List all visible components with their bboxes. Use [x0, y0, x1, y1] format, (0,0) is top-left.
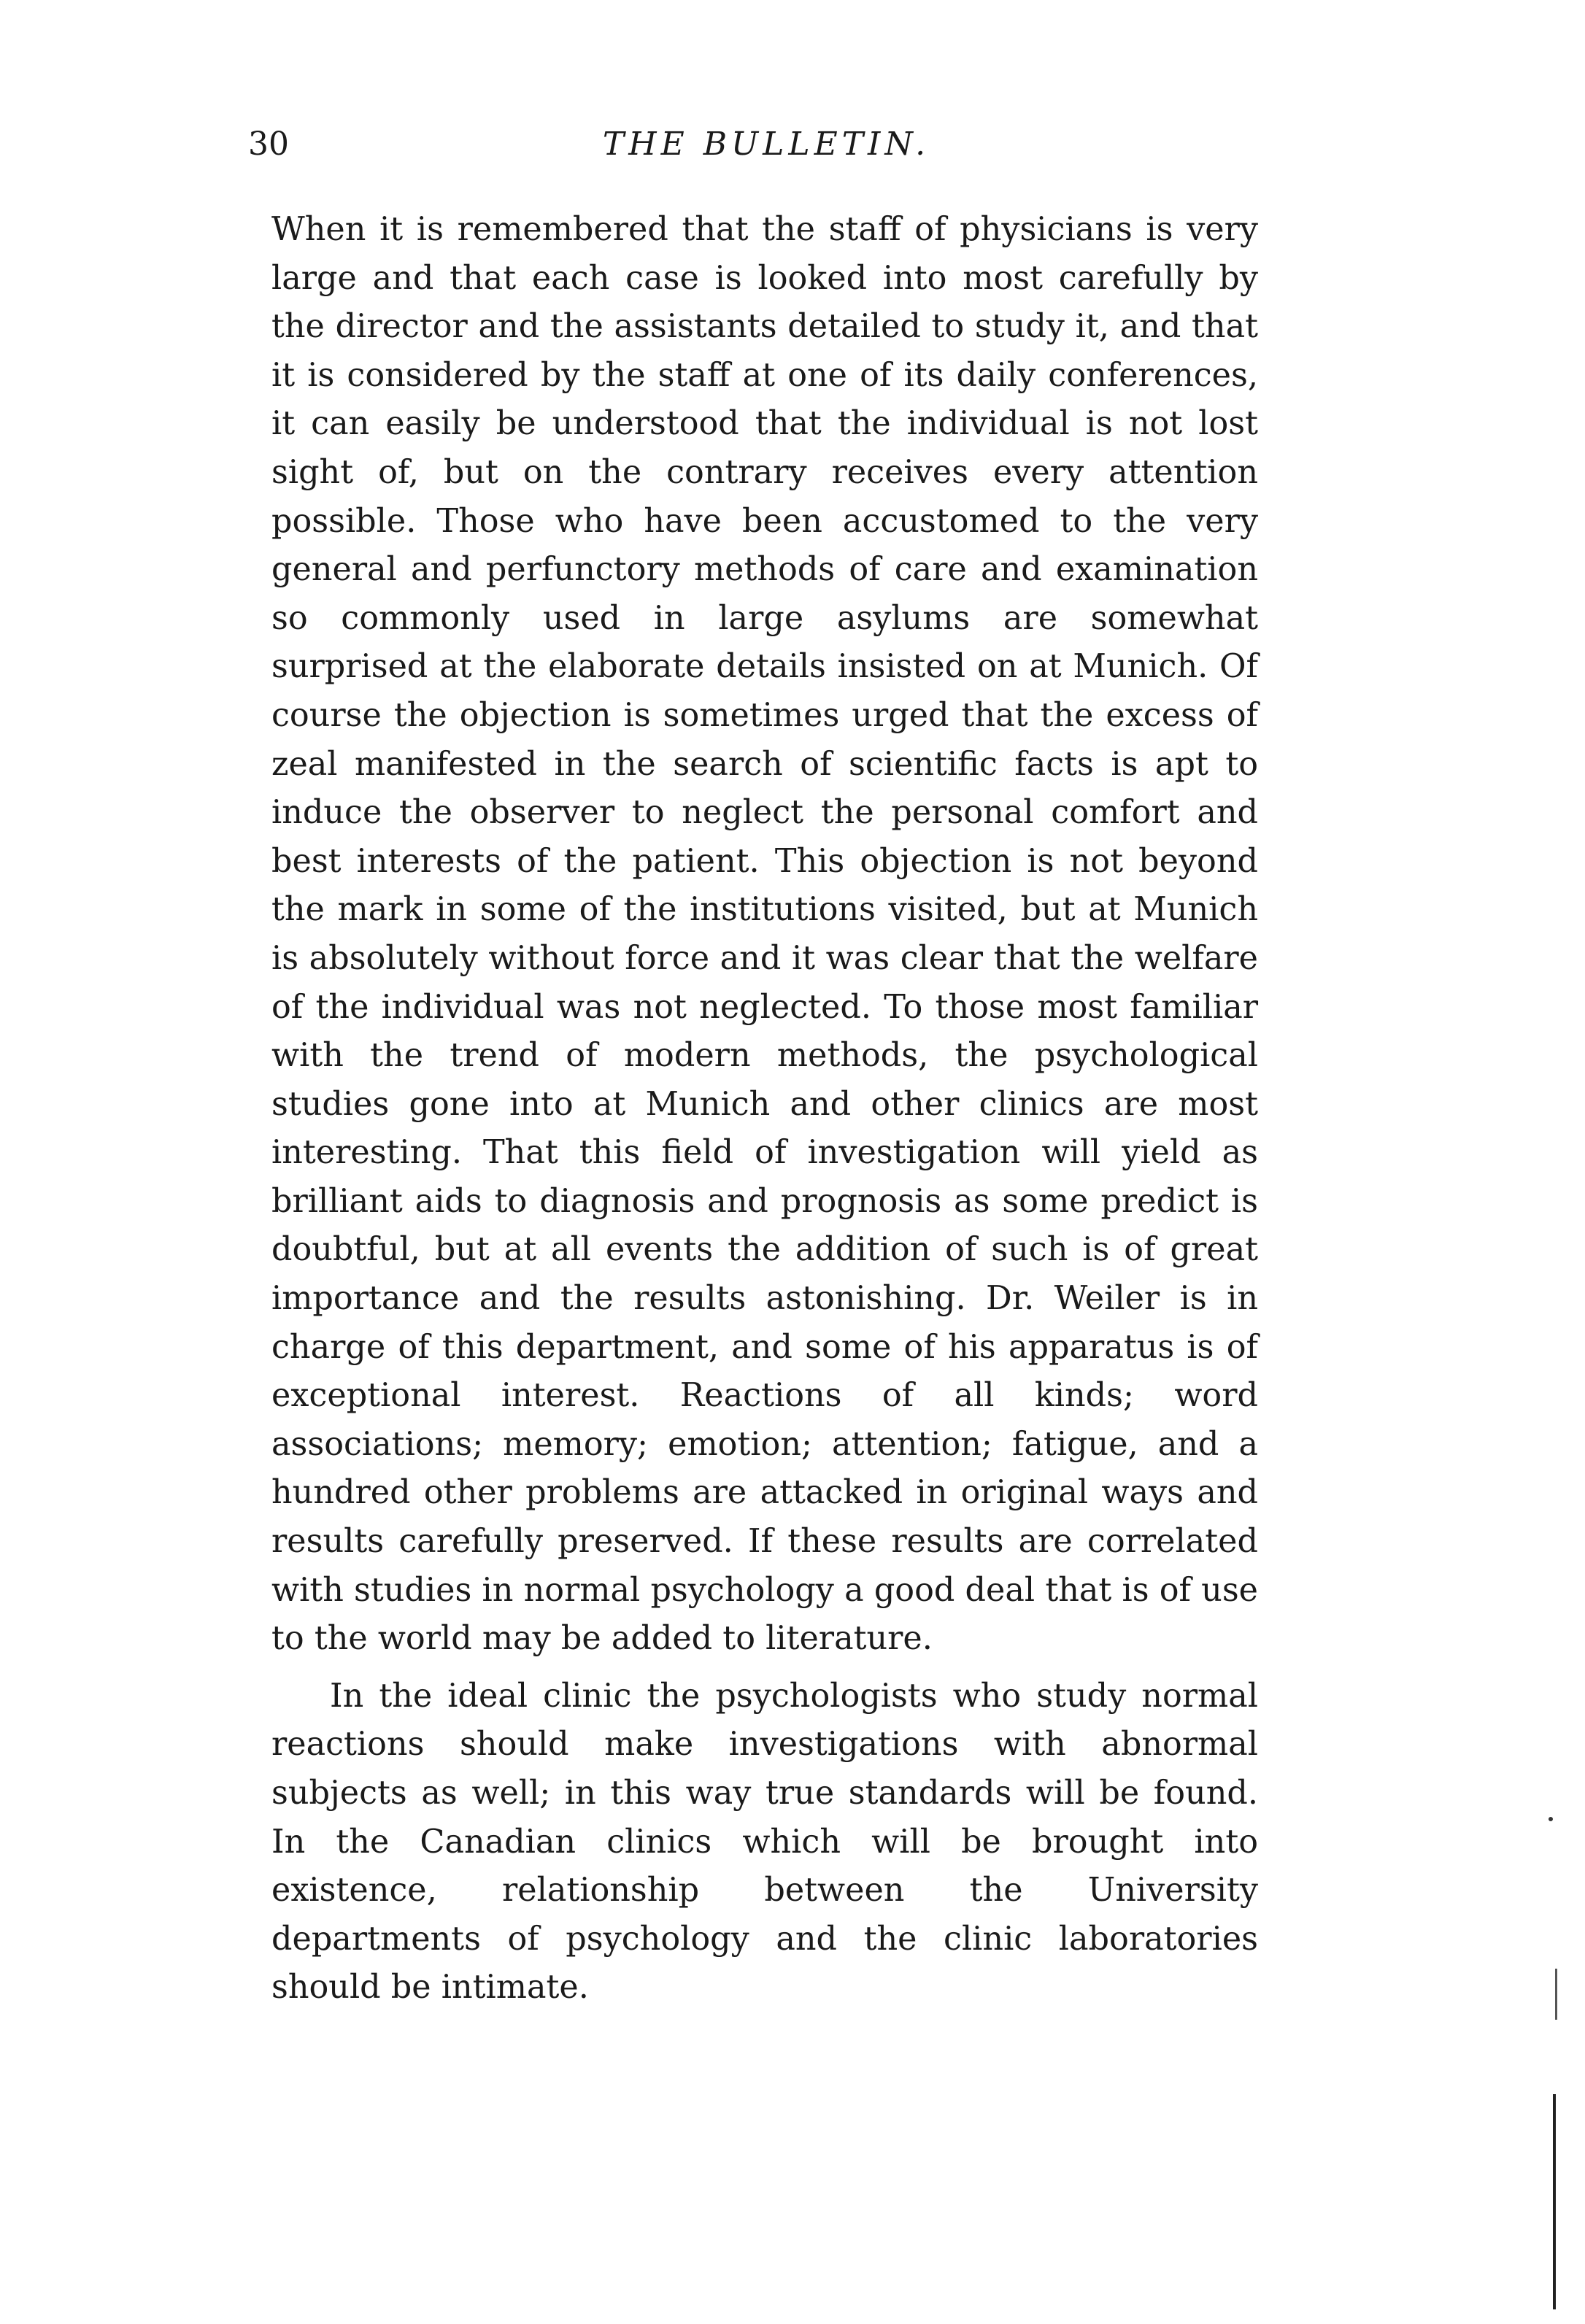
scan-edge-mark: [1553, 2094, 1556, 2309]
paragraph: In the ideal clinic the psychologists who study normal reactions should make investigations with abnormal subjects as well; in this way true standards will be found. In the Canadian clinics which will be brought into existence, relationship between the University departments of psychology and the clinic laboratories should be intimate.: [271, 1677, 1258, 2007]
running-title: THE BULLETIN.: [602, 126, 930, 163]
scan-edge-mark: [1555, 1969, 1557, 2020]
paragraph: When it is remembered that the staff of physicians is very large and that each case is looked into most carefully by the director and the assistants detailed to study it, and that it is considered by the staff at one of its daily conferences, it can easily be understood that the individual is not lost sight of, but on the contrary receives every attention possible. Those who have been accustomed to the very general and perfunctory methods of care and examination so commonly used in large asylums are somewhat surprised at the elaborate details insisted on at Munich. Of course the objection is sometimes urged that the excess of zeal manifested in the search of scientific facts is apt to induce the observer to neglect the personal comfort and best interests of the patient. This objection is not beyond the mark in some of the institutions visited, but at Munich is absolutely without force and it was clear that the welfare of the individual was not neglected. To those most familiar with the trend of modern methods, the psychological studies gone into at Munich and other clinics are most interesting. That this field of investigation will yield as brilliant aids to diagnosis and prognosis as some predict is doubtful, but at all events the addition of such is of great importance and the results astonishing. Dr. Weiler is in charge of this department, and some of his apparatus is of exceptional interest. Reactions of all kinds; word associations; memory; emotion; attention; fatigue, and a hundred other problems are attacked in original ways and results carefully preserved. If these results are correlated with studies in normal psychology a good deal that is of use to the world may be added to literature.: [271, 211, 1258, 1658]
page-header: [248, 123, 1284, 174]
body-text: [271, 206, 1258, 2012]
page-number: 30: [248, 126, 289, 163]
scan-speck: [1549, 1817, 1553, 1821]
